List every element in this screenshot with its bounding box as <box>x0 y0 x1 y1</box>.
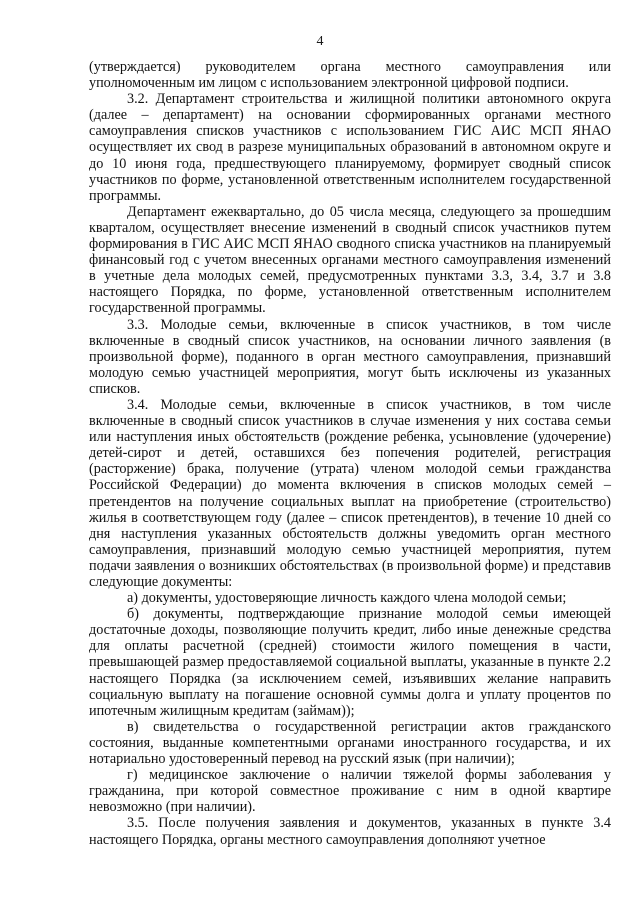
list-item-a: а) документы, удостоверяющие личность каждого члена молодой семьи; <box>127 590 567 607</box>
paragraph-3-2: 3.2. Департамент строительства и жилищной политики автономного округа (далее – департамент) на основании сформированных органами местного самоуправления списков участников с использованием ГИС АИС МСП ЯНАО осуществляет их свод в разрезе муниципальных образований в автономном округе и до 10 июня года, предшествующего планируемому, формирует сводный список участников по форме, установленной ответственным исполнителем государственной программы. <box>89 91 611 204</box>
paragraph-3-4: 3.4. Молодые семьи, включенные в список участников, в том числе включенные в сводный список участников в случае изменения у них состава семьи или наступления иных обстоятельств (рождение ребенка, усыновление (удочерение) детей-сирот и детей, оставшихся без попечения родителей, регистрация (расторжение) брака, получение (утрата) членом молодой семьи гражданства Российской Федерации) до момента включения в списков молодых семей – претендентов на получение социальных выплат на приобретение (строительство) жилья в соответствующем году (далее – список претендентов), в течение 10 дней со дня наступления указанных обстоятельств должны уведомить орган местного самоуправления, признавший молодую семью участницей мероприятия, путем подачи заявления о возникших обстоятельствах (в произвольной форме) и представив следующие документы: <box>89 396 611 590</box>
list-item-v: в) свидетельства о государственной регистрации актов гражданского состояния, выданные компетентными органами иностранного государства, и их нотариально удостоверенный перевод на русский язык (при наличии); <box>89 718 611 768</box>
list-item-g: г) медицинское заключение о наличии тяжелой формы заболевания у гражданина, при которой совместное проживание с ним в одной квартире невозможно (при наличии). <box>89 767 611 816</box>
document-body <box>89 59 611 848</box>
page-number: 4 <box>316 34 324 49</box>
paragraph-department-quarterly: Департамент ежеквартально, до 05 числа месяца, следующего за прошедшим кварталом, осуществляет внесение изменений в сводный список участников путем формирования в ГИС АИС МСП ЯНАО сводного списка участников на планируемый финансовый год с учетом внесенных органами местного самоуправления изменений в учетные дела молодых семей, предусмотренных пунктами 3.3, 3.4, 3.7 и 3.8 настоящего Порядка, по форме, установленной ответственным исполнителем государственной программы. <box>89 203 611 317</box>
paragraph-3-3: 3.3. Молодые семьи, включенные в список участников, в том числе включенные в сводный список участников, на основании личного заявления (в произвольной форме), поданного в орган местного самоуправления, признавший молодую семью участницей мероприятия, могут быть исключены из указанных списков. <box>89 316 611 397</box>
list-item-b: б) документы, подтверждающие признание молодой семьи имеющей достаточные доходы, позволяющие получить кредит, либо иные денежные средства для оплаты расчетной (средней) стоимости жилого помещения в части, превышающей размер предоставляемой социальной выплаты, указанные в пункте 2.2 настоящего Порядка (за исключением семей, изъявивших желание направить социальную выплату на погашение основной суммы долга и уплату процентов по ипотечным жилищным кредитам (займам)); <box>89 606 611 719</box>
paragraph-continuation: (утверждается) руководителем органа местного самоуправления или уполномоченным им лицом с использованием электронной цифровой подписи. <box>89 59 611 92</box>
paragraph-3-5: 3.5. После получения заявления и документов, указанных в пункте 3.4 настоящего Порядка, органы местного самоуправления дополняют учетное <box>89 815 611 848</box>
